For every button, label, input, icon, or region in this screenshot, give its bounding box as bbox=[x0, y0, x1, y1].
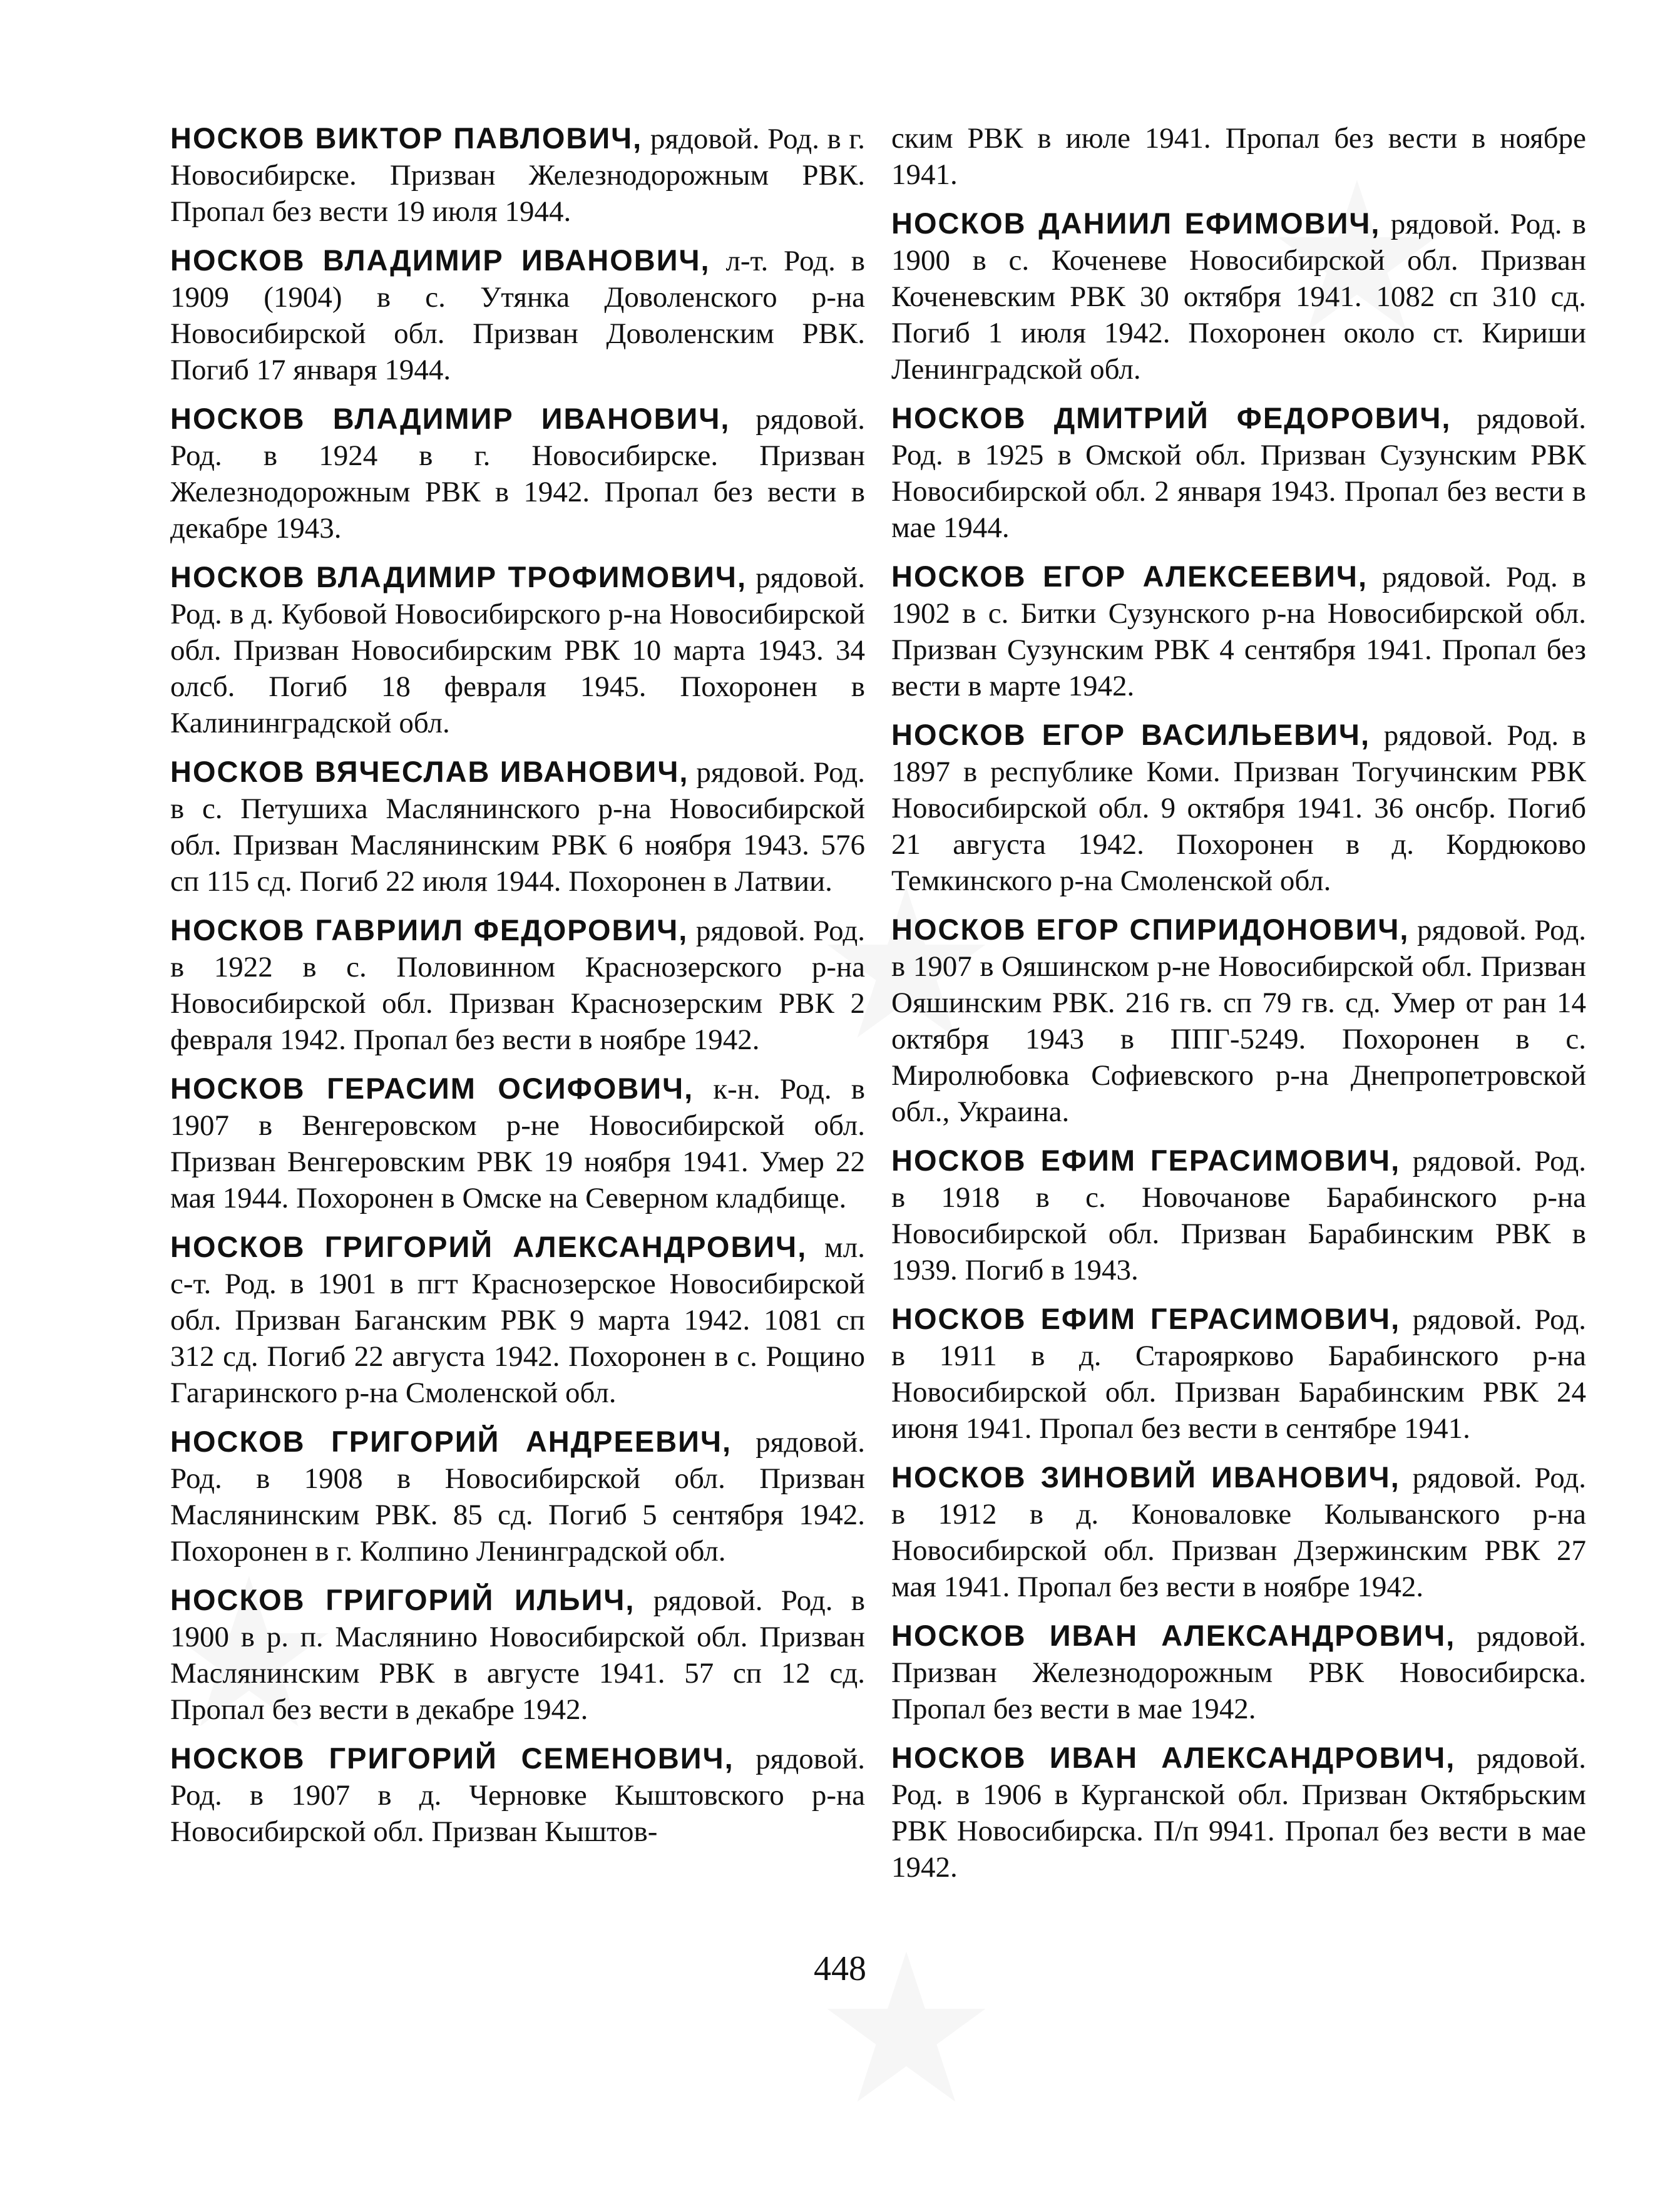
right-column bbox=[891, 120, 1586, 1898]
entry bbox=[170, 242, 865, 388]
entry bbox=[170, 1229, 865, 1411]
entry bbox=[170, 754, 865, 900]
entry-text: рядовой. Род. в 1900 в с. Коченеве Новосибирской обл. Призван Коченевским РВК 30 октября 1941. 1082 сп 310 сд. Погиб 1 июля 1942. Похоронен около ст. Кириши Ленинградской обл. bbox=[891, 208, 1586, 386]
entry-text: рядовой. Род. в 1897 в республике Коми. Призван Тогучинским РВК Новосибирской обл. 9 октября 1941. 36 онсбр. Погиб 21 августа 1942. Похоронен в д. Кордюково Темкинского р-на Смоленской обл. bbox=[891, 719, 1586, 897]
entry bbox=[170, 912, 865, 1058]
entry bbox=[170, 1424, 865, 1569]
entry-name: НОСКОВ ЕФИМ ГЕРАСИМОВИЧ, bbox=[891, 1144, 1401, 1177]
entry bbox=[891, 205, 1586, 387]
entry-text: рядовой. Род. в 1911 в д. Староярково Барабинского р-на Новосибирской обл. Призван Барабинским РВК 24 июня 1941. Пропал без вести в сентябре 1941. bbox=[891, 1303, 1586, 1445]
page-number: 448 bbox=[814, 1949, 866, 1988]
entry-text: рядовой. Род. в 1907 в Ояшинском р-не Новосибирской обл. Призван Ояшинским РВК. 216 гв. сп 79 гв. сд. Умер от ран 14 октября 1943 в ППГ-5249. Похоронен в с. Миролюбовка Софиевского р-на Днепропетровской обл., Украина. bbox=[891, 914, 1586, 1128]
entry-name: НОСКОВ ГАВРИИЛ ФЕДОРОВИЧ, bbox=[170, 913, 689, 947]
entry-name: НОСКОВ ЕГОР АЛЕКСЕЕВИЧ, bbox=[891, 560, 1368, 593]
entry-name: НОСКОВ ДАНИИЛ ЕФИМОВИЧ, bbox=[891, 207, 1381, 240]
entry bbox=[170, 1070, 865, 1216]
entry-name: НОСКОВ ГЕРАСИМ ОСИФОВИЧ, bbox=[170, 1072, 694, 1105]
entry-text: рядовой. Род. в 1907 в д. Черновке Кыштовского р-на Новосибирской обл. Призван Кыштов- bbox=[170, 1743, 866, 1848]
entry-text: рядовой. Род. в 1918 в с. Новочанове Барабинского р-на Новосибирской обл. Призван Барабинским РВК в 1939. Погиб в 1943. bbox=[891, 1145, 1586, 1286]
entry bbox=[891, 120, 1586, 193]
entry-name: НОСКОВ ЕФИМ ГЕРАСИМОВИЧ, bbox=[891, 1302, 1401, 1335]
entry bbox=[891, 558, 1586, 704]
watermark-star-icon bbox=[814, 1909, 999, 2150]
entry-name: НОСКОВ ВЯЧЕСЛАВ ИВАНОВИЧ, bbox=[170, 755, 689, 788]
entry-text: рядовой. Призван Железнодорожным РВК Новосибирска. Пропал без вести в мае 1942. bbox=[891, 1620, 1586, 1725]
entry-text: рядовой. Род. в с. Петушиха Маслянинского р-на Новосибирской обл. Призван Маслянинским РВК 6 ноября 1943. 576 сп 115 сд. Погиб 22 июля 1944. Похоронен в Латвии. bbox=[170, 756, 865, 898]
entry-name: НОСКОВ ДМИТРИЙ ФЕДОРОВИЧ, bbox=[891, 401, 1452, 434]
entry-name: НОСКОВ ГРИГОРИЙ СЕМЕНОВИЧ, bbox=[170, 1742, 734, 1775]
left-column bbox=[170, 120, 865, 1862]
entry bbox=[170, 401, 865, 546]
entry-name: НОСКОВ ИВАН АЛЕКСАНДРОВИЧ, bbox=[891, 1741, 1456, 1774]
entry bbox=[891, 1740, 1586, 1886]
entry-name: НОСКОВ ЕГОР ВАСИЛЬЕВИЧ, bbox=[891, 718, 1371, 751]
entry-name: НОСКОВ ВЛАДИМИР ИВАНОВИЧ, bbox=[170, 402, 730, 435]
entry bbox=[891, 1459, 1586, 1605]
entry bbox=[891, 1618, 1586, 1727]
entry-name: НОСКОВ ИВАН АЛЕКСАНДРОВИЧ, bbox=[891, 1619, 1456, 1652]
entry bbox=[891, 1142, 1586, 1288]
entry bbox=[891, 1301, 1586, 1447]
entry-text: л-т. Род. в 1909 (1904) в с. Утянка Доволенского р-на Новосибирской обл. Призван Доволенским РВК. Погиб 17 января 1944. bbox=[170, 245, 865, 386]
entry-text: рядовой. Род. в 1900 в р. п. Маслянино Новосибирской обл. Призван Маслянинским РВК в августе 1941. 57 сп 12 сд. Пропал без вести в декабре 1942. bbox=[170, 1584, 865, 1726]
entry-name: НОСКОВ ВИКТОР ПАВЛОВИЧ, bbox=[170, 121, 643, 155]
entry-text: рядовой. Род. в 1912 в д. Коноваловке Колыванского р-на Новосибирской обл. Призван Дзержинским РВК 27 мая 1941. Пропал без вести в ноябре 1942. bbox=[891, 1462, 1586, 1603]
entry-text: рядовой. Род. в 1924 в г. Новосибирске. Призван Железнодорожным РВК в 1942. Пропал без вести в декабре 1943. bbox=[170, 403, 866, 545]
entry bbox=[170, 120, 865, 230]
entry-text: мл. с-т. Род. в 1901 в пгт Краснозерское Новосибирской обл. Призван Баганским РВК 9 марта 1942. 1081 сп 312 сд. Погиб 22 августа 1942. Похоронен в с. Рощино Гагаринского р-на Смоленской обл. bbox=[170, 1231, 865, 1409]
entry-name: НОСКОВ ГРИГОРИЙ ИЛЬИЧ, bbox=[170, 1583, 635, 1616]
entry-text: рядовой. Род. в 1925 в Омской обл. Призван Сузунским РВК Новосибирской обл. 2 января 1943. Пропал без вести в мае 1944. bbox=[891, 403, 1586, 544]
entry-text: рядовой. Род. в 1906 в Курганской обл. Призван Октябрьским РВК Новосибирска. П/п 9941. Пропал без вести в мае 1942. bbox=[891, 1742, 1586, 1884]
entry-name: НОСКОВ ЗИНОВИЙ ИВАНОВИЧ, bbox=[891, 1460, 1400, 1494]
entry bbox=[891, 400, 1586, 546]
entry bbox=[170, 1582, 865, 1728]
entry-text: ским РВК в июле 1941. Пропал без вести в ноябре 1941. bbox=[891, 122, 1586, 191]
entry bbox=[891, 717, 1586, 899]
entry bbox=[170, 1740, 865, 1850]
entry-name: НОСКОВ ГРИГОРИЙ АНДРЕЕВИЧ, bbox=[170, 1425, 732, 1458]
entry-text: к-н. Род. в 1907 в Венгеровском р-не Новосибирской обл. Призван Венгеровским РВК 19 ноября 1941. Умер 22 мая 1944. Похоронен в Омске на Северном кладбище. bbox=[170, 1073, 865, 1214]
entry-name: НОСКОВ ВЛАДИМИР ТРОФИМОВИЧ, bbox=[170, 560, 747, 593]
entry-text: рядовой. Род. в д. Кубовой Новосибирского р-на Новосибирской обл. Призван Новосибирским РВК 10 марта 1943. 34 олсб. Погиб 18 февраля 1945. Похоронен в Калининградской обл. bbox=[170, 562, 865, 739]
entry bbox=[891, 911, 1586, 1130]
entry-text: рядовой. Род. в 1908 в Новосибирской обл. Призван Маслянинским РВК. 85 сд. Погиб 5 сентября 1942. Похоронен в г. Колпино Ленинградской обл. bbox=[170, 1426, 866, 1568]
entry-name: НОСКОВ ЕГОР СПИРИДОНОВИЧ, bbox=[891, 913, 1410, 946]
entry-text: рядовой. Род. в г. Новосибирске. Призван Железнодорожным РВК. Пропал без вести 19 июля 1944. bbox=[170, 123, 866, 228]
entry-text: рядовой. Род. в 1922 в с. Половинном Краснозерского р-на Новосибирской обл. Призван Краснозерским РВК 2 февраля 1942. Пропал без вести в ноябре 1942. bbox=[170, 915, 865, 1056]
entry bbox=[170, 559, 865, 741]
entry-text: рядовой. Род. в 1902 в с. Битки Сузунского р-на Новосибирской обл. Призван Сузунским РВК 4 сентября 1941. Пропал без вести в марте 1942. bbox=[891, 561, 1586, 702]
entry-name: НОСКОВ ГРИГОРИЙ АЛЕКСАНДРОВИЧ, bbox=[170, 1230, 807, 1263]
entry-name: НОСКОВ ВЛАДИМИР ИВАНОВИЧ, bbox=[170, 244, 710, 277]
